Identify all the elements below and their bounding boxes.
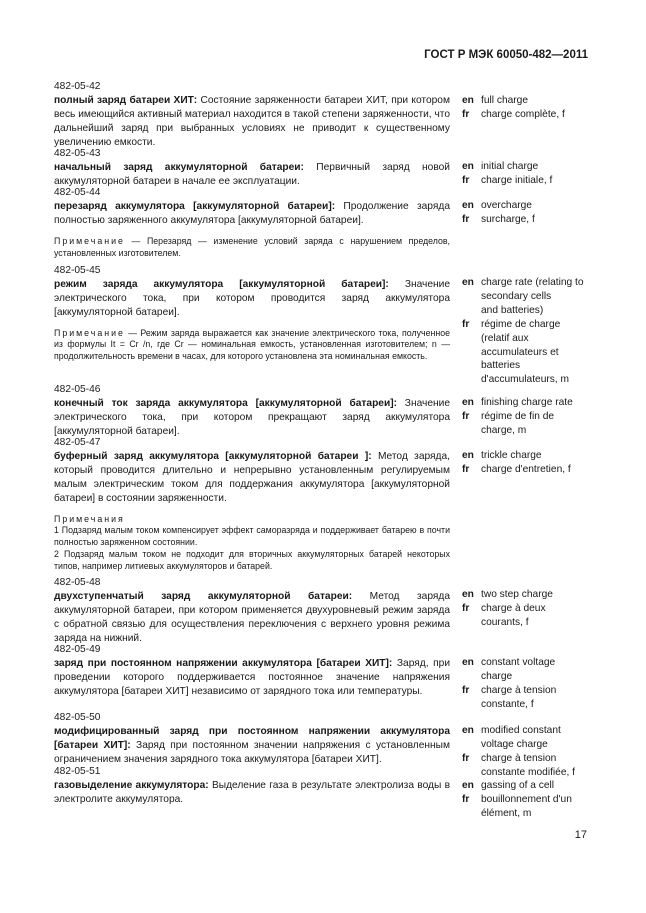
term-title: перезаряд аккумулятора [аккумуляторной батареи]: bbox=[54, 200, 336, 212]
lang-code-fr: fr bbox=[462, 463, 470, 475]
term-code: 482-05-47 bbox=[54, 437, 101, 448]
translation-fr: surcharge, f bbox=[481, 213, 535, 225]
term-definition: Значение электрического тока, при котором прекращают заряд аккумулятора [аккумуляторной батареи]. bbox=[54, 397, 450, 437]
lang-code-en: en bbox=[462, 95, 474, 106]
term-definition: Заряд при постоянном значении напряжения с установленным ограничением значения зарядного тока аккумулятора [батареи ХИТ]. bbox=[54, 739, 450, 765]
lang-code-fr: fr bbox=[462, 684, 470, 696]
lang-code-en: en bbox=[462, 277, 474, 288]
term-code: 482-05-46 bbox=[54, 384, 101, 395]
translation-en: two step charge bbox=[481, 589, 553, 600]
translation-en: modified constant voltage charge bbox=[481, 725, 561, 750]
term-code: 482-05-44 bbox=[54, 187, 101, 198]
translation-block bbox=[462, 160, 602, 188]
translation-en: full charge bbox=[481, 95, 529, 106]
lang-code-fr: fr bbox=[462, 318, 470, 330]
term-definition: Первичный заряд новой аккумуляторной батареи в начале ее эксплуатации. bbox=[54, 161, 450, 187]
lang-code-fr: fr bbox=[462, 752, 470, 764]
term-entry bbox=[54, 436, 450, 573]
term-code: 482-05-45 bbox=[54, 265, 101, 276]
term-title: режим заряда аккумулятора [аккумуляторной батареи]: bbox=[54, 278, 389, 290]
term-entry bbox=[54, 383, 450, 439]
term-note bbox=[54, 328, 450, 363]
term-title: двухступенчатый заряд аккумуляторной батареи: bbox=[54, 590, 353, 602]
note-label: Примечание bbox=[54, 327, 125, 338]
translation-en: initial charge bbox=[481, 161, 539, 172]
lang-code-fr: fr bbox=[462, 793, 470, 805]
term-title: буферный заряд аккумулятора [аккумуляторной батареи ]: bbox=[54, 450, 372, 462]
note-text: — Перезаряд — изменение условий заряда с нарушением пределов, установленных изготовителем. bbox=[54, 235, 450, 258]
term-title: заряд при постоянном напряжении аккумулятора [батареи ХИТ]: bbox=[54, 657, 393, 669]
translation-en: charge rate (relating to secondary cells and batteries) bbox=[481, 277, 584, 316]
term-title: начальный заряд аккумуляторной батареи: bbox=[54, 161, 304, 173]
term-definition: Значение электрического тока, при котором проводится заряд аккумулятора [аккумуляторной батареи]. bbox=[54, 278, 450, 318]
term-code: 482-05-42 bbox=[54, 81, 101, 92]
term-definition: Состояние заряженности батареи ХИТ, при котором весь имеющийся активный материал находится в такой степени заряженности, что дальнейший заряд при выбранных условиях не приводит к существенному увеличению емкости. bbox=[54, 94, 450, 148]
term-title: газовыделение аккумулятора: bbox=[54, 779, 209, 791]
term-title: полный заряд батареи ХИТ: bbox=[54, 94, 198, 106]
term-entry bbox=[54, 643, 450, 699]
note-label: Примечание bbox=[54, 235, 125, 246]
translation-en: overcharge bbox=[481, 200, 532, 211]
translation-block bbox=[462, 724, 602, 780]
translation-fr: charge initiale, f bbox=[481, 174, 553, 186]
note-text: 1 Подзаряд малым током компенсирует эффект саморазряда и поддерживает батарею в почти полностью заряженном состоянии. bbox=[54, 525, 450, 548]
lang-code-en: en bbox=[462, 780, 474, 791]
term-definition: Метод заряда, который проводится длительно и непрерывно установленным регулируемым малым электрическим током для поддержания аккумулятора [аккумуляторной батареи] в состоянии заряженности. bbox=[54, 450, 450, 504]
term-entry bbox=[54, 711, 450, 767]
term-definition: Метод заряда аккумуляторной батареи, при котором применяется двухуровневый режим заряда с обратной связью для осуществления переключения с верхнего уровня режима заряда на нижний. bbox=[54, 590, 451, 644]
page-number: 17 bbox=[574, 829, 587, 841]
document-header: ГОСТ Р МЭК 60050-482—2011 bbox=[424, 49, 588, 61]
term-code: 482-05-50 bbox=[54, 712, 101, 723]
translation-fr: charge complète, f bbox=[481, 108, 565, 120]
term-entry bbox=[54, 765, 450, 807]
translation-block bbox=[462, 779, 602, 821]
term-entry bbox=[54, 264, 450, 363]
lang-code-fr: fr bbox=[462, 602, 470, 614]
translation-fr: régime de fin de charge, m bbox=[481, 410, 555, 436]
term-definition: Выделение газа в результате электролиза воды в электролите аккумулятора. bbox=[54, 779, 451, 805]
translation-block bbox=[462, 588, 602, 630]
term-definition: Заряд, при проведении которого поддерживается постоянное значение напряжения аккумулятора [батареи ХИТ] независимо от зарядного тока или температуры. bbox=[54, 657, 451, 697]
term-code: 482-05-43 bbox=[54, 148, 101, 159]
translation-block bbox=[462, 276, 602, 387]
translation-block bbox=[462, 396, 602, 438]
translation-fr: charge d'entretien, f bbox=[481, 463, 571, 475]
translation-fr: charge à tension constante modifiée, f bbox=[481, 752, 576, 778]
term-entry bbox=[54, 186, 450, 259]
lang-code-en: en bbox=[462, 200, 474, 211]
translation-en: constant voltage charge bbox=[481, 657, 556, 682]
translation-block bbox=[462, 449, 602, 477]
translation-block bbox=[462, 199, 602, 227]
translation-en: gassing of a cell bbox=[481, 780, 555, 791]
translation-fr: bouillonnement d'un élément, m bbox=[481, 793, 572, 819]
lang-code-fr: fr bbox=[462, 410, 470, 422]
translation-block bbox=[462, 94, 602, 122]
lang-code-en: en bbox=[462, 589, 474, 600]
term-definition: Продолжение заряда полностью заряженного аккумулятора [аккумуляторной батареи]. bbox=[54, 200, 450, 226]
translation-fr: charge à deux courants, f bbox=[481, 602, 546, 628]
note-text: — Режим заряда выражается как значение электрического тока, полученное из формулы It = Cr /n, где Cr — номинальная емкость, установленная изготовителем; n — продолжительность времени в часах, для которого установлена эта номинальная емкость. bbox=[54, 327, 450, 362]
term-notes bbox=[54, 514, 450, 573]
translation-fr: charge à tension constante, f bbox=[481, 684, 557, 710]
term-code: 482-05-51 bbox=[54, 766, 101, 777]
term-note bbox=[54, 236, 450, 260]
lang-code-fr: fr bbox=[462, 108, 470, 120]
lang-code-en: en bbox=[462, 450, 474, 461]
term-code: 482-05-49 bbox=[54, 644, 101, 655]
lang-code-en: en bbox=[462, 657, 474, 668]
translation-en: trickle charge bbox=[481, 450, 542, 461]
lang-code-en: en bbox=[462, 725, 474, 736]
note-text: 2 Подзаряд малым током не подходит для вторичных аккумуляторных батарей некоторых типов, например литиевых аккумуляторов и батарей. bbox=[54, 548, 450, 571]
lang-code-en: en bbox=[462, 397, 474, 408]
term-entry bbox=[54, 80, 450, 150]
lang-code-fr: fr bbox=[462, 174, 470, 186]
term-title: конечный ток заряда аккумулятора [аккумуляторной батареи]: bbox=[54, 397, 398, 409]
term-title: модифицированный заряд при постоянном напряжении аккумулятора [батареи ХИТ]: bbox=[54, 725, 450, 751]
term-entry bbox=[54, 576, 450, 646]
lang-code-fr: fr bbox=[462, 213, 470, 225]
note-label: Примечания bbox=[54, 513, 125, 524]
lang-code-en: en bbox=[462, 161, 474, 172]
translation-en: finishing charge rate bbox=[481, 397, 573, 408]
translation-block bbox=[462, 656, 602, 712]
term-entry bbox=[54, 147, 450, 189]
term-code: 482-05-48 bbox=[54, 577, 101, 588]
translation-fr: régime de charge (relatif aux accumulateurs et batteries d'accumulateurs, m bbox=[481, 318, 570, 386]
